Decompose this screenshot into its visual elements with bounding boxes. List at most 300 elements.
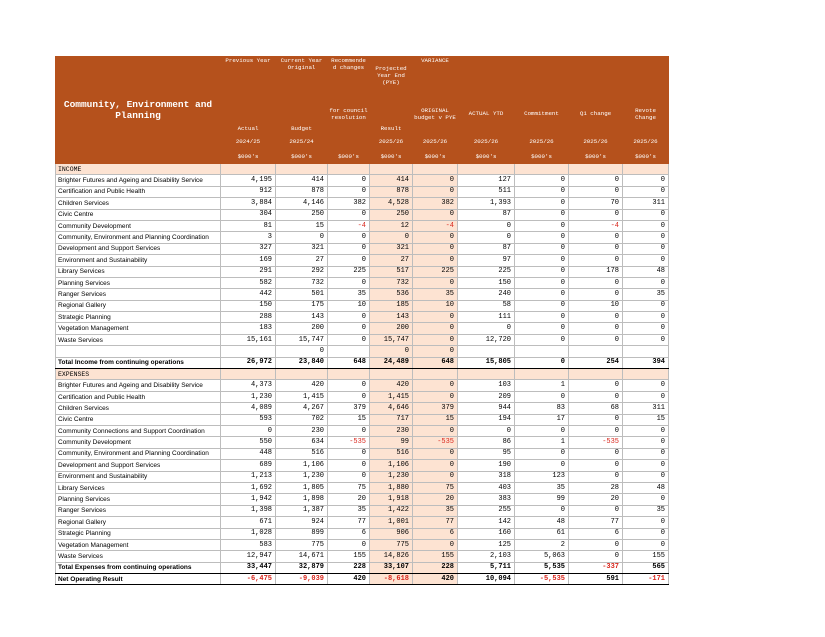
cell-value: 1,230 [276,471,328,482]
table-row [56,289,669,300]
table-row [56,425,669,436]
row-label: Total Income from continuing operations [56,357,221,368]
cell-value: 0 [370,346,413,357]
empty-cell [413,164,458,175]
cell-value: 155 [623,551,669,562]
cell-value: 35 [515,482,569,493]
cell-value: 689 [221,460,276,471]
cell-value: 83 [515,403,569,414]
cell-value: 0 [221,425,276,436]
cell-value: 228 [328,562,370,573]
cell-value: 550 [221,437,276,448]
table-row [56,437,669,448]
cell-value: 0 [328,175,370,186]
cell-value: 0 [569,460,623,471]
cell-value: 0 [569,186,623,197]
cell-value: 0 [413,539,458,550]
cell-value: 183 [221,323,276,334]
cell-value: 15 [328,414,370,425]
table-row [56,380,669,391]
cell-value: 0 [515,198,569,209]
empty-cell [413,369,458,380]
cell-value: 77 [328,517,370,528]
cell-value: 292 [276,266,328,277]
cell-value: 0 [569,425,623,436]
cell-value: 4,195 [221,175,276,186]
cell-value: 48 [623,482,669,493]
row-label: Certification and Public Health [56,186,221,197]
cell-value: 717 [370,414,413,425]
empty-cell [458,164,515,175]
table-row [56,517,669,528]
cell-value: 1,106 [370,460,413,471]
cell-value: 10 [328,300,370,311]
cell-value: 0 [515,266,569,277]
empty-cell [370,369,413,380]
cell-value: 0 [413,346,458,357]
table-row [56,312,669,323]
table-row [56,346,669,357]
empty-cell [515,164,569,175]
table-row [56,551,669,562]
column-header: Revote Change [623,95,669,133]
cell-value: 10,094 [458,574,515,585]
cell-value: 150 [221,300,276,311]
column-header: Recommende d changes [328,57,370,95]
budget-table [55,56,669,585]
cell-value: 516 [370,448,413,459]
cell-value: 1,918 [370,494,413,505]
cell-value: 516 [276,448,328,459]
column-header: for council resolution [328,95,370,133]
cell-value: 899 [276,528,328,539]
cell-value: 1 [515,380,569,391]
cell-value: 0 [569,471,623,482]
row-label: Library Services [56,266,221,277]
table-row [56,414,669,425]
cell-value: 160 [458,528,515,539]
cell-value: 593 [221,414,276,425]
cell-value: 15 [276,220,328,231]
cell-value: 142 [458,517,515,528]
cell-value: -337 [569,562,623,573]
expenses-section [56,369,669,380]
cell-value: 68 [569,403,623,414]
cell-value: 0 [515,220,569,231]
cell-value: 565 [623,562,669,573]
cell-value: 6 [413,528,458,539]
cell-value: 318 [458,471,515,482]
cell-value [515,346,569,357]
cell-value: 1,106 [276,460,328,471]
cell-value: 420 [370,380,413,391]
cell-value: 1,398 [221,505,276,516]
cell-value: 288 [221,312,276,323]
cell-value: 0 [515,357,569,368]
cell-value: 15 [623,414,669,425]
column-header: $000's [569,150,623,164]
empty-cell [569,164,623,175]
cell-value: 0 [328,323,370,334]
cell-value: 878 [370,186,413,197]
cell-value: 1,942 [221,494,276,505]
row-label: Environment and Sustainability [56,471,221,482]
cell-value: 0 [328,391,370,402]
cell-value: 2 [515,539,569,550]
cell-value: 175 [276,300,328,311]
cell-value: 1 [515,437,569,448]
expenses-total-row [56,562,669,573]
cell-value: 0 [569,243,623,254]
cell-value: 0 [328,380,370,391]
cell-value: 0 [413,471,458,482]
row-label: Waste Services [56,551,221,562]
cell-value: 0 [569,551,623,562]
cell-value: 0 [328,471,370,482]
column-header: 2025/26 [623,133,669,150]
empty-cell [328,164,370,175]
cell-value: 0 [328,334,370,345]
cell-value: 304 [221,209,276,220]
cell-value: 70 [569,198,623,209]
cell-value: 0 [569,380,623,391]
cell-value: 20 [569,494,623,505]
cell-value: 143 [370,312,413,323]
row-label: Regional Gallery [56,300,221,311]
cell-value: 0 [276,232,328,243]
table-row [56,528,669,539]
cell-value: -171 [623,574,669,585]
column-header: $000's [623,150,669,164]
table-row [56,460,669,471]
column-header: $000's [413,150,458,164]
column-header: 2025/24 [276,133,328,150]
cell-value: 0 [413,312,458,323]
column-header [458,57,515,95]
cell-value: 4,267 [276,403,328,414]
cell-value: 582 [221,277,276,288]
cell-value: 0 [623,539,669,550]
cell-value: 14,826 [370,551,413,562]
column-header: $000's [515,150,569,164]
cell-value: 0 [328,209,370,220]
cell-value: 95 [458,448,515,459]
cell-value: 1,805 [276,482,328,493]
cell-value: 379 [328,403,370,414]
empty-cell [276,164,328,175]
cell-value: 0 [458,425,515,436]
cell-value: 15,747 [276,334,328,345]
cell-value: 20 [413,494,458,505]
cell-value: 4,146 [276,198,328,209]
column-header [569,57,623,95]
cell-value: 0 [515,289,569,300]
cell-value: 5,711 [458,562,515,573]
cell-value: 1,880 [370,482,413,493]
cell-value: 0 [623,437,669,448]
cell-value: 517 [370,266,413,277]
cell-value: 28 [569,482,623,493]
table-row [56,494,669,505]
column-header: $000's [276,150,328,164]
cell-value: 77 [413,517,458,528]
cell-value: 169 [221,255,276,266]
cell-value: 0 [623,323,669,334]
cell-value: 912 [221,186,276,197]
income-section [56,164,669,175]
cell-value: 536 [370,289,413,300]
cell-value: 230 [370,425,413,436]
cell-value: 35 [328,505,370,516]
cell-value: 0 [569,539,623,550]
column-header: $000's [370,150,413,164]
cell-value: 0 [623,255,669,266]
empty-cell [276,369,328,380]
column-header: ORIGINAL budget v PYE [413,95,458,133]
row-label: Total Expenses from continuing operations [56,562,221,573]
row-label: Development and Support Services [56,460,221,471]
cell-value: 0 [413,448,458,459]
cell-value: 27 [276,255,328,266]
cell-value: 648 [413,357,458,368]
cell-value: 321 [276,243,328,254]
cell-value: 81 [221,220,276,231]
cell-value: 230 [276,425,328,436]
cell-value: 0 [413,425,458,436]
cell-value: 127 [458,175,515,186]
row-label: Library Services [56,482,221,493]
cell-value: 6 [569,528,623,539]
cell-value: 0 [515,334,569,345]
cell-value: 0 [413,380,458,391]
column-header: $000's [328,150,370,164]
row-label: Planning Services [56,277,221,288]
cell-value: 0 [569,289,623,300]
cell-value: 511 [458,186,515,197]
cell-value: 27 [370,255,413,266]
column-header: Projected Year End (PYE) [370,57,413,95]
column-header: Commitment [515,95,569,133]
cell-value: 2,103 [458,551,515,562]
cell-value: 1,028 [221,528,276,539]
cell-value: 10 [413,300,458,311]
cell-value: 0 [515,300,569,311]
cell-value: 32,879 [276,562,328,573]
cell-value: 10 [569,300,623,311]
column-header: 2025/26 [569,133,623,150]
cell-value: 0 [413,243,458,254]
cell-value: 0 [515,505,569,516]
cell-value: 420 [328,574,370,585]
column-header: 2024/25 [221,133,276,150]
column-header: Budget [276,95,328,133]
cell-value: 0 [413,175,458,186]
cell-value: 0 [623,300,669,311]
row-label: Vegetation Management [56,539,221,550]
cell-value: 906 [370,528,413,539]
cell-value: 383 [458,494,515,505]
cell-value: 0 [413,186,458,197]
table-row [56,300,669,311]
cell-value: 0 [328,277,370,288]
cell-value: 0 [623,220,669,231]
cell-value: -535 [569,437,623,448]
table-row [56,255,669,266]
column-header [515,57,569,95]
cell-value: 250 [370,209,413,220]
row-label: Certification and Public Health [56,391,221,402]
cell-value: 0 [569,232,623,243]
table-row [56,403,669,414]
cell-value: 1,898 [276,494,328,505]
cell-value: 99 [515,494,569,505]
cell-value: 0 [623,380,669,391]
row-label: Waste Services [56,334,221,345]
column-header: Previous Year [221,57,276,95]
cell-value: 103 [458,380,515,391]
row-label [56,346,221,357]
cell-value: 26,972 [221,357,276,368]
cell-value: 35 [623,505,669,516]
cell-value: 0 [623,517,669,528]
table-row [56,220,669,231]
cell-value: 0 [328,460,370,471]
table-row [56,232,669,243]
cell-value: 5,535 [515,562,569,573]
cell-value: 0 [569,505,623,516]
cell-value: 75 [328,482,370,493]
cell-value: 123 [515,471,569,482]
cell-value: 20 [328,494,370,505]
cell-value: 0 [515,175,569,186]
row-label: Ranger Services [56,289,221,300]
cell-value: 394 [623,357,669,368]
cell-value: 321 [370,243,413,254]
cell-value: 0 [569,277,623,288]
cell-value: 0 [623,243,669,254]
cell-value: 311 [623,198,669,209]
column-header: Actual [221,95,276,133]
cell-value: 0 [276,346,328,357]
table-row [56,391,669,402]
cell-value: 1,415 [276,391,328,402]
column-header: 2025/26 [370,133,413,150]
cell-value: 0 [569,312,623,323]
cell-value: 403 [458,482,515,493]
cell-value: 0 [413,334,458,345]
cell-value: 379 [413,403,458,414]
column-header [328,133,370,150]
table-row [56,243,669,254]
cell-value: 0 [569,209,623,220]
cell-value: 17 [515,414,569,425]
cell-value: 0 [370,232,413,243]
cell-value: 0 [515,232,569,243]
column-header: $000's [221,150,276,164]
cell-value: 414 [370,175,413,186]
row-label: Strategic Planning [56,528,221,539]
cell-value: -8,618 [370,574,413,585]
cell-value: 0 [623,175,669,186]
cell-value: 634 [276,437,328,448]
cell-value: 209 [458,391,515,402]
cell-value: 86 [458,437,515,448]
cell-value: 0 [515,243,569,254]
cell-value: 0 [328,232,370,243]
cell-value: 0 [623,334,669,345]
cell-value: 0 [328,539,370,550]
cell-value: 0 [328,425,370,436]
cell-value: 0 [413,460,458,471]
table-row [56,323,669,334]
row-label: Children Services [56,403,221,414]
cell-value: 775 [370,539,413,550]
cell-value: 35 [328,289,370,300]
row-label: Community, Environment and Planning Coordination [56,448,221,459]
table-row [56,448,669,459]
cell-value: 240 [458,289,515,300]
cell-value: 0 [328,243,370,254]
cell-value: 327 [221,243,276,254]
cell-value: 0 [458,220,515,231]
table-row [56,209,669,220]
cell-value: 0 [413,255,458,266]
table-row [56,277,669,288]
cell-value: 48 [515,517,569,528]
cell-value: 178 [569,266,623,277]
cell-value: 1,415 [370,391,413,402]
cell-value: 200 [276,323,328,334]
cell-value: 5,063 [515,551,569,562]
cell-value: 99 [370,437,413,448]
cell-value: 1,213 [221,471,276,482]
cell-value: 732 [276,277,328,288]
cell-value: 87 [458,209,515,220]
column-header: Current Year Original [276,57,328,95]
row-label: Civic Centre [56,414,221,425]
cell-value: 75 [413,482,458,493]
cell-value: 0 [623,471,669,482]
cell-value: 648 [328,357,370,368]
row-label: Children Services [56,198,221,209]
cell-value: 150 [458,277,515,288]
cell-value: 0 [623,494,669,505]
cell-value: 0 [623,232,669,243]
cell-value: 291 [221,266,276,277]
cell-value [221,346,276,357]
header-row-1 [56,57,669,95]
empty-cell [221,369,276,380]
cell-value: -4 [569,220,623,231]
cell-value: 0 [623,277,669,288]
cell-value: 228 [413,562,458,573]
cell-value: 0 [569,414,623,425]
empty-cell [515,369,569,380]
cell-value: 33,447 [221,562,276,573]
cell-value: 23,840 [276,357,328,368]
row-label: Vegetation Management [56,323,221,334]
cell-value: 0 [569,391,623,402]
cell-value: 3 [221,232,276,243]
cell-value: 0 [569,448,623,459]
cell-value: 0 [569,175,623,186]
cell-value: 732 [370,277,413,288]
row-label: Environment and Sustainability [56,255,221,266]
empty-cell [221,164,276,175]
cell-value: 1,387 [276,505,328,516]
table-row [56,186,669,197]
cell-value: 4,528 [370,198,413,209]
